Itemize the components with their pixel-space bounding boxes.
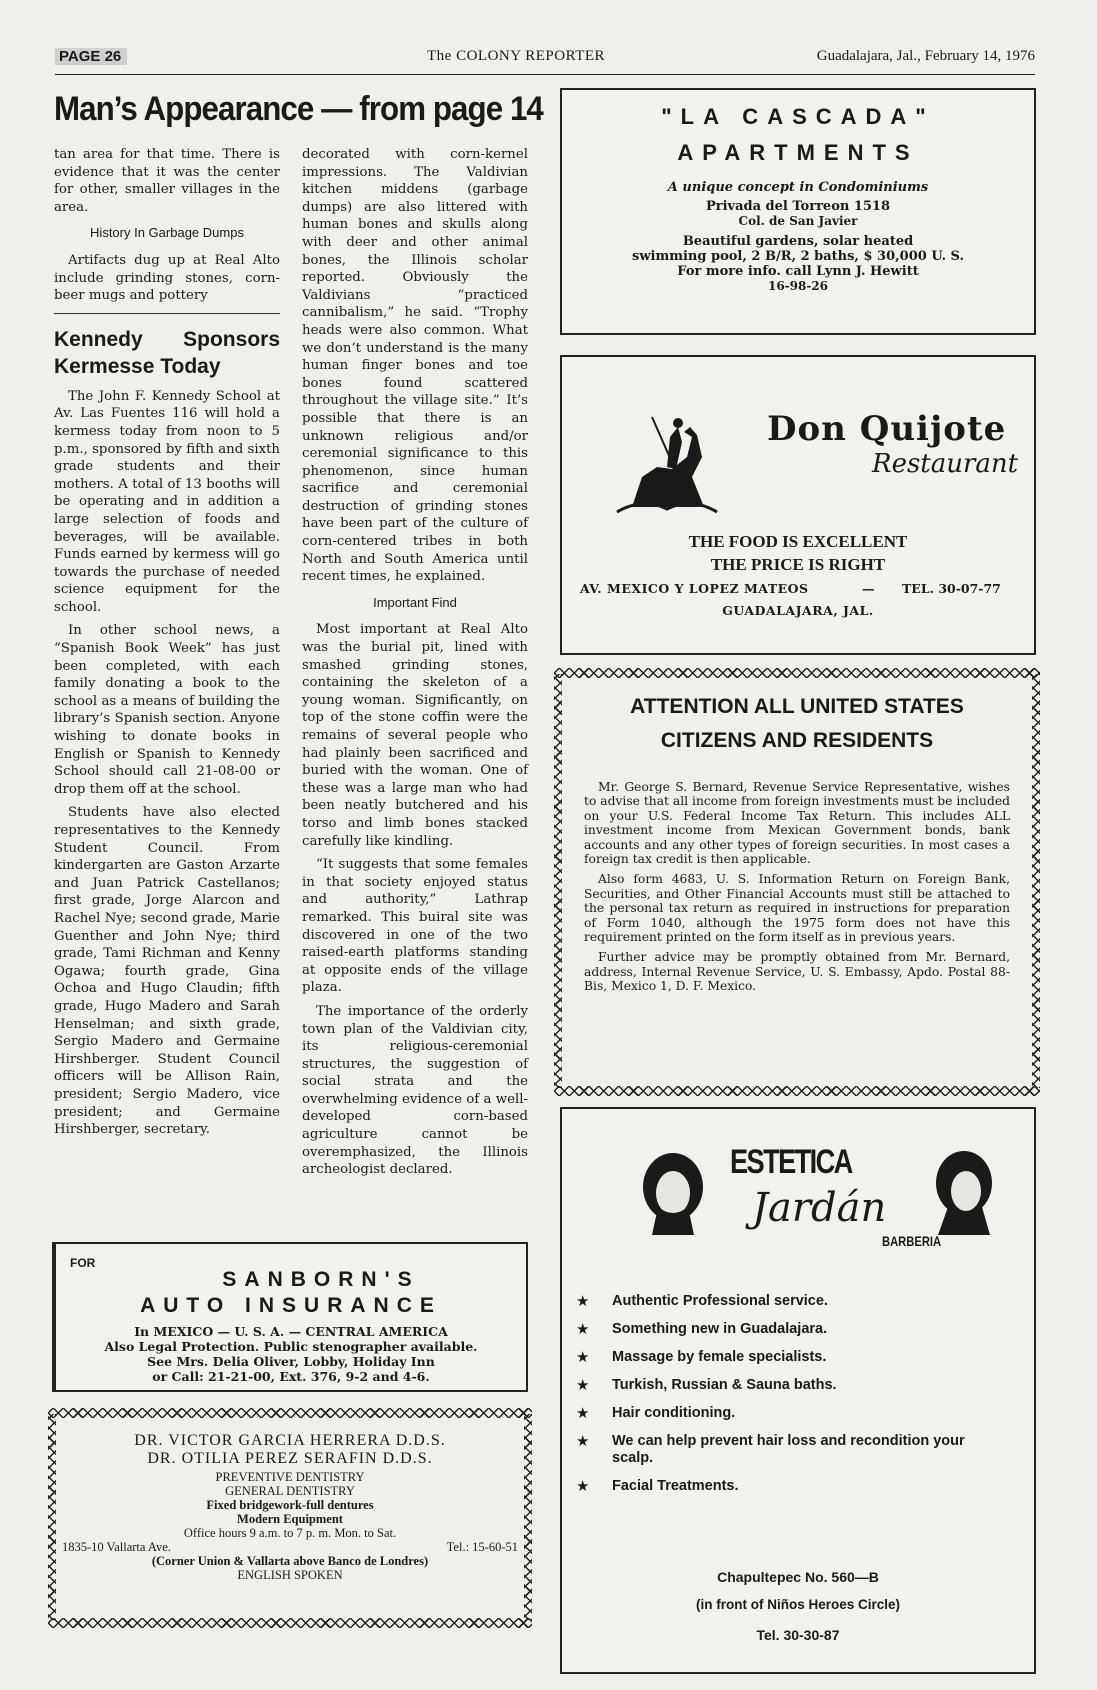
ad-sanborns [52, 1242, 528, 1392]
dateline: Guadalajara, Jal., February 14, 1976 [816, 48, 1035, 64]
article-paragraph: The John F. Kennedy School at Av. Las Fuentes 116 will hold a kermess today from noon to 5 p.m., sponsored by fifth and sixth grade students and their mothers. A total of 13 booths will be operating and in addition a large selection of foods and beverages, will be available. Funds earned by kermess will go towards the purchase of needed science equipment for the school. [54, 388, 280, 615]
ad-line: In MEXICO — U. S. A. — CENTRAL AMERICA [134, 1324, 448, 1339]
restaurant-logo: Don Quijote [767, 409, 1007, 449]
list-item: ★ Authentic Professional service. [576, 1293, 828, 1310]
ad-address: AV. MEXICO Y LOPEZ MATEOS [580, 581, 809, 596]
ad-body [584, 780, 1010, 994]
ad-address: 1835-10 Vallarta Ave. [62, 1540, 171, 1554]
ad-line: DR. OTILIA PEREZ SERAFIN D.D.S. [147, 1450, 433, 1467]
article-paragraph: Students have also elected representatives to the Kennedy Student Council. From kindergarten are Gaston Arzarte and Juan Patrick Castellanos; first grade, Jorge Alarcon and Rachel Nye; second grade, Marie Guenther and John Nye; third grade, Tami Richman and Kenny Ogawa; fourth grade, Gina Ochoa and Hugo Claudin; fifth grade, Hugo Madero and Sarah Henselman; and sixth grade, Sergio Madero and Germaine Hirshberger. Student Council officers will be Allison Rain, president; Sergio Madero, vice president; and Germaine Hirshberger, secretary. [54, 805, 280, 1138]
page-number: PAGE 26 [55, 48, 127, 65]
article-paragraph: The importance of the orderly town plan of the Valdivian city, its religious-ceremonial structures, the suggestion of social strata and the overwhelming evidence of a well-developed corn-based agriculture cannot be overemphasized, the Illinois archeologist declared. [302, 1003, 528, 1178]
ad-line: swimming pool, 2 B/R, 2 baths, $ 30,000 U. S. [632, 249, 964, 264]
ad-dash: — [862, 581, 875, 596]
article-paragraph: decorated with corn-kernel impressions. The Valdivian kitchen middens (garbage dumps) are also littered with human bones and skulls along with deer and other animal bones, the Illinois scholar reported. Obviously the Valdivians “practiced cannibalism,” he said. “Trophy heads were also common. What we don’t understand is the many human finger bones and toe bones found scattered throughout the village site.” It’s possible that there is an unknown religious and/or ceremonial significance to this phenomenon, since human sacrifice and ceremonial destruction of grinding stones have been part of the culture of corn-centered tribes in both North and South America until recent times, he explained. [302, 147, 528, 585]
ad-dentist [62, 1432, 518, 1582]
star-icon: ★ [576, 1478, 590, 1495]
ad-line: (Corner Union & Vallarta above Banco de Londres) [151, 1554, 429, 1568]
divider [54, 313, 280, 314]
ad-line: Office hours 9 a.m. to 7 p. m. Mon. to Sat. [183, 1526, 397, 1540]
star-icon: ★ [576, 1349, 590, 1366]
wavy-border [1032, 674, 1040, 1088]
knight-illustration-icon [612, 397, 722, 517]
ad-title: "LA CASCADA" [661, 104, 935, 129]
ad-title: ATTENTION ALL UNITED STATES CITIZENS AND RESIDENTS [630, 695, 964, 752]
ad-estetica-jardan [560, 1107, 1036, 1674]
restaurant-logo-sub: Restaurant [872, 449, 1019, 479]
star-icon: ★ [576, 1377, 590, 1394]
man-portrait-icon [930, 1147, 998, 1235]
ad-line: Modern Equipment [237, 1512, 343, 1526]
wavy-border [48, 1408, 532, 1418]
barberia-logo: BARBERIA [882, 1233, 942, 1249]
ad-line: THE PRICE IS RIGHT [710, 555, 886, 574]
ad-attention [584, 690, 1010, 1000]
ad-line: or Call: 21-21-00, Ext. 376, 9-2 and 4-6. [152, 1369, 430, 1384]
ad-title: SANBORN'S [222, 1268, 420, 1291]
wavy-border [554, 668, 1040, 678]
ad-line: Beautiful gardens, solar heated [682, 234, 914, 249]
article-paragraph: Artifacts dug up at Real Alto include grinding stones, corn-beer mugs and pottery [54, 252, 280, 304]
ad-line: A unique concept in Condominiums [667, 180, 929, 195]
list-item: ★ Something new in Guadalajara. [576, 1321, 828, 1338]
article-headline: Man’s Appearance — from page 14 [54, 90, 543, 128]
subheading: Important Find [373, 594, 457, 610]
estetica-logo: ESTETICA [730, 1143, 852, 1181]
jardan-logo: Jardán [752, 1185, 887, 1231]
list-item: ★ Hair conditioning. [576, 1405, 736, 1422]
wavy-border [48, 1618, 532, 1628]
ad-don-quijote [560, 355, 1036, 655]
ad-line: GENERAL DENTISTRY [225, 1484, 355, 1498]
ad-phone: Tel.: 15-60-51 [446, 1540, 518, 1554]
ad-paragraph: Also form 4683, U. S. Information Return on Foreign Bank, Securities, and Other Financial Accounts must still be attached to the personal tax return as required in instructions for preparation of Form 1040, although the 1975 form does not have this requirement printed on the form itself as in previous years. [584, 872, 1010, 945]
ad-address: Chapultepec No. 560—B [717, 1569, 879, 1585]
left-column [54, 146, 280, 1145]
page-header [55, 46, 1035, 74]
star-icon: ★ [576, 1321, 590, 1338]
header-rule [55, 74, 1035, 75]
ad-line: Also Legal Protection. Public stenographer available. [104, 1339, 478, 1354]
article-paragraph: “It suggests that some females in that society enjoyed status and authority,” Lathrap remarked. This buiral site was discovered in one of the two raised-earth platforms standing at opposite ends of the village plaza. [302, 857, 528, 996]
ad-title: APARTMENTS [677, 140, 919, 165]
ad-line: See Mrs. Delia Oliver, Lobby, Holiday Inn [147, 1354, 435, 1369]
ad-city: GUADALAJARA, JAL. [722, 603, 874, 618]
ad-paragraph: Further advice may be promptly obtained from Mr. Bernard, address, Internal Revenue Service, U. S. Embassy, Apdo. Postal 88-Bis, Mexico 1, D. F. Mexico. [584, 950, 1010, 994]
star-icon: ★ [576, 1405, 590, 1422]
list-item: ★ Massage by female specialists. [576, 1349, 827, 1366]
ad-line: Col. de San Javier [738, 214, 858, 228]
kennedy-headline: Kennedy Sponsors Kermesse Today [54, 327, 280, 378]
subheading: History In Garbage Dumps [90, 225, 244, 241]
list-item: ★ Turkish, Russian & Sauna baths. [576, 1377, 837, 1394]
paper-name: The COLONY REPORTER [427, 48, 606, 64]
ad-line: DR. VICTOR GARCIA HERRERA D.D.S. [134, 1432, 446, 1449]
ad-phone: TEL. 30-07-77 [902, 581, 1001, 596]
wavy-border [48, 1414, 56, 1620]
star-icon: ★ [576, 1433, 590, 1450]
list-item: ★ Facial Treatments. [576, 1478, 739, 1495]
article-paragraph: In other school news, a “Spanish Book Week” has just been completed, with each family donating a book to the school as a means of building the library’s Spanish section. Anyone wishing to donate books in English or Spanish to Kennedy School should call 21-08-00 or drop them off at the school. [54, 623, 280, 797]
star-icon: ★ [576, 1293, 590, 1310]
ad-title: AUTO INSURANCE [140, 1294, 442, 1317]
ad-la-cascada [560, 88, 1036, 335]
wavy-border [554, 1086, 1040, 1096]
ad-line: Fixed bridgework-full dentures [206, 1498, 374, 1512]
service-list [576, 1293, 996, 1506]
ad-line [62, 1540, 518, 1554]
ad-line: PREVENTIVE DENTISTRY [215, 1470, 365, 1484]
ad-line: Privada del Torreon 1518 [705, 199, 891, 214]
middle-column [302, 146, 528, 1185]
woman-portrait-icon [638, 1149, 708, 1235]
ad-for: FOR [70, 1256, 96, 1270]
list-item: ★ We can help prevent hair loss and recondition your scalp. [576, 1433, 965, 1466]
ad-line: For more info. call Lynn J. Hewitt [677, 264, 919, 279]
ad-line: ENGLISH SPOKEN [237, 1568, 343, 1582]
ad-phone: Tel. 30-30-87 [756, 1627, 840, 1643]
ad-paragraph: Mr. George S. Bernard, Revenue Service Representative, wishes to advise that all income from foreign investments must be included on your U.S. Federal Income Tax Return. This includes ALL investment income from Mexican Government bonds, bank accounts and any other types of foreign securities. In most cases a foreign tax credit is then applicable. [584, 780, 1010, 867]
ad-line: 16-98-26 [767, 279, 829, 293]
ad-line: THE FOOD IS EXCELLENT [688, 532, 908, 551]
wavy-border [524, 1414, 532, 1620]
article-paragraph: Most important at Real Alto was the burial pit, lined with smashed grinding stones, containing the skeleton of a young woman. Significantly, on top of the stone coffin were the remains of several people who had plainly been sacrificed and buried with the woman. One of these was a large man who had been neatly butchered and his torso and limb bones stacked carefully like kindling. [302, 622, 528, 849]
wavy-border [554, 674, 562, 1088]
article-paragraph: tan area for that time. There is evidence that it was the center for other, smaller villages in the area. [54, 147, 280, 215]
ad-address: (in front of Niños Heroes Circle) [695, 1597, 901, 1612]
